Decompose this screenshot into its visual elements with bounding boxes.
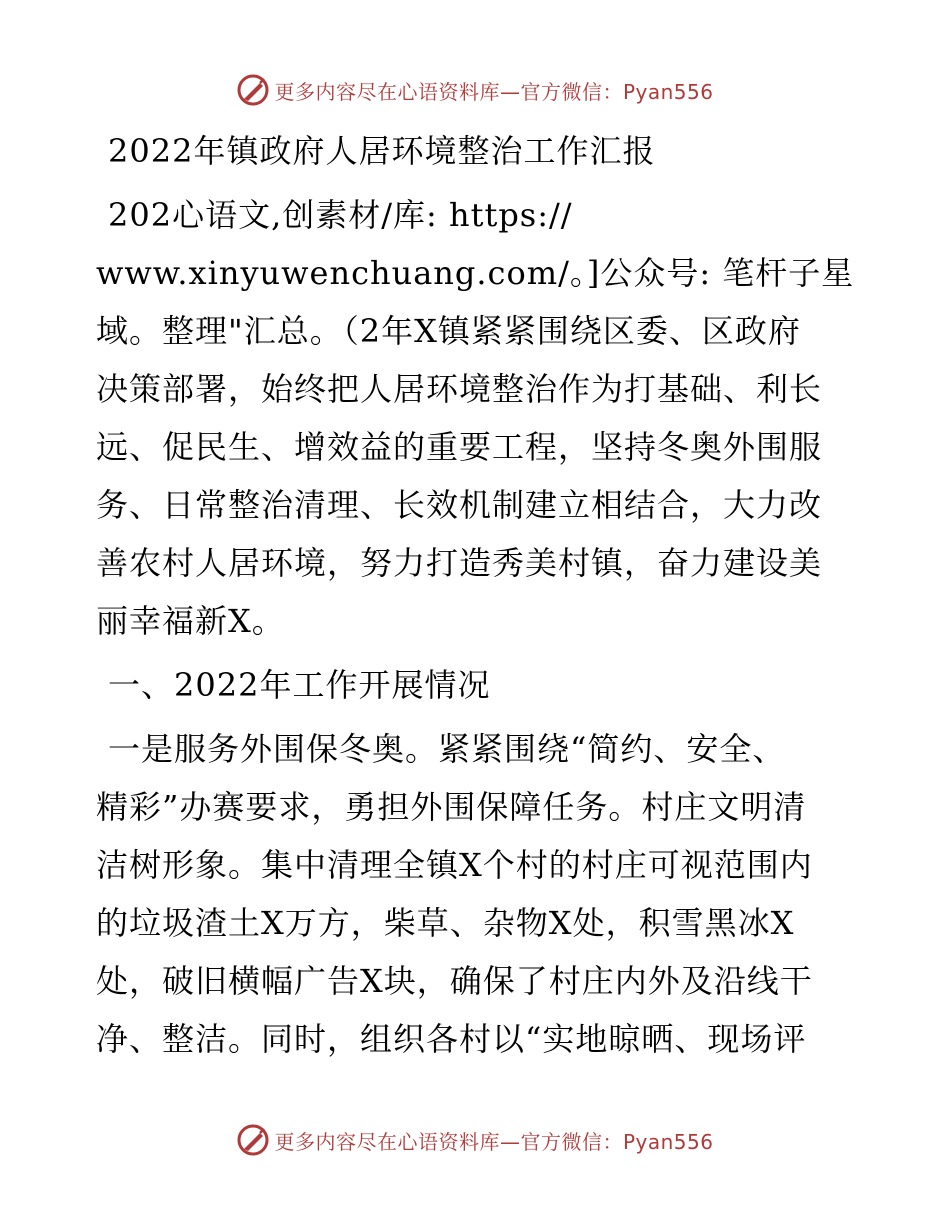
paragraph-line: 洁树形象。集中清理全镇X个村的村庄可视范围内 [96, 846, 813, 884]
paragraph-line: 域。整理"汇总。（2年X镇紧紧围绕区委、区政府 [96, 312, 801, 350]
paragraph-line: 精彩”办赛要求，勇担外围保障任务。村庄文明清 [96, 788, 807, 826]
paragraph-line: 丽幸福新X。 [96, 602, 285, 640]
top-watermark-banner [0, 70, 950, 110]
document-title: 2022年镇政府人居环境整治工作汇报 [108, 132, 656, 170]
bottom-watermark-banner [0, 1120, 950, 1160]
paragraph-line: 净、整洁。同时，组织各村以“实地晾晒、现场评 [96, 1020, 807, 1058]
paragraph-line: 202心语文,创素材/库: https:// [108, 196, 573, 234]
paragraph-line: www.xinyuwenchuang.com/。]公众号: 笔杆子星 [96, 254, 855, 292]
paragraph-line: 远、促民生、增效益的重要工程，坚持冬奥外围服 [96, 428, 823, 466]
paragraph-line: 务、日常整治清理、长效机制建立相结合，大力改 [96, 486, 823, 524]
paragraph-line: 善农村人居环境，努力打造秀美村镇，奋力建设美 [96, 544, 823, 582]
quill-pen-logo-icon [236, 1123, 270, 1157]
section-heading: 一、2022年工作开展情况 [108, 666, 491, 704]
paragraph-line: 一是服务外围保冬奥。紧紧围绕“简约、安全、 [108, 730, 786, 768]
document-body [96, 122, 856, 1068]
quill-pen-logo-icon [236, 73, 270, 107]
watermark-text: 更多内容尽在心语资料库—官方微信：Pyan556 [274, 1129, 714, 1154]
paragraph-line: 处，破旧横幅广告X块，确保了村庄内外及沿线干 [96, 962, 813, 1000]
paragraph-line: 的垃圾渣土X万方，柴草、杂物X处，积雪黑冰X [96, 904, 795, 942]
watermark-text: 更多内容尽在心语资料库—官方微信：Pyan556 [274, 79, 714, 104]
paragraph-line: 决策部署，始终把人居环境整治作为打基础、利长 [96, 370, 823, 408]
